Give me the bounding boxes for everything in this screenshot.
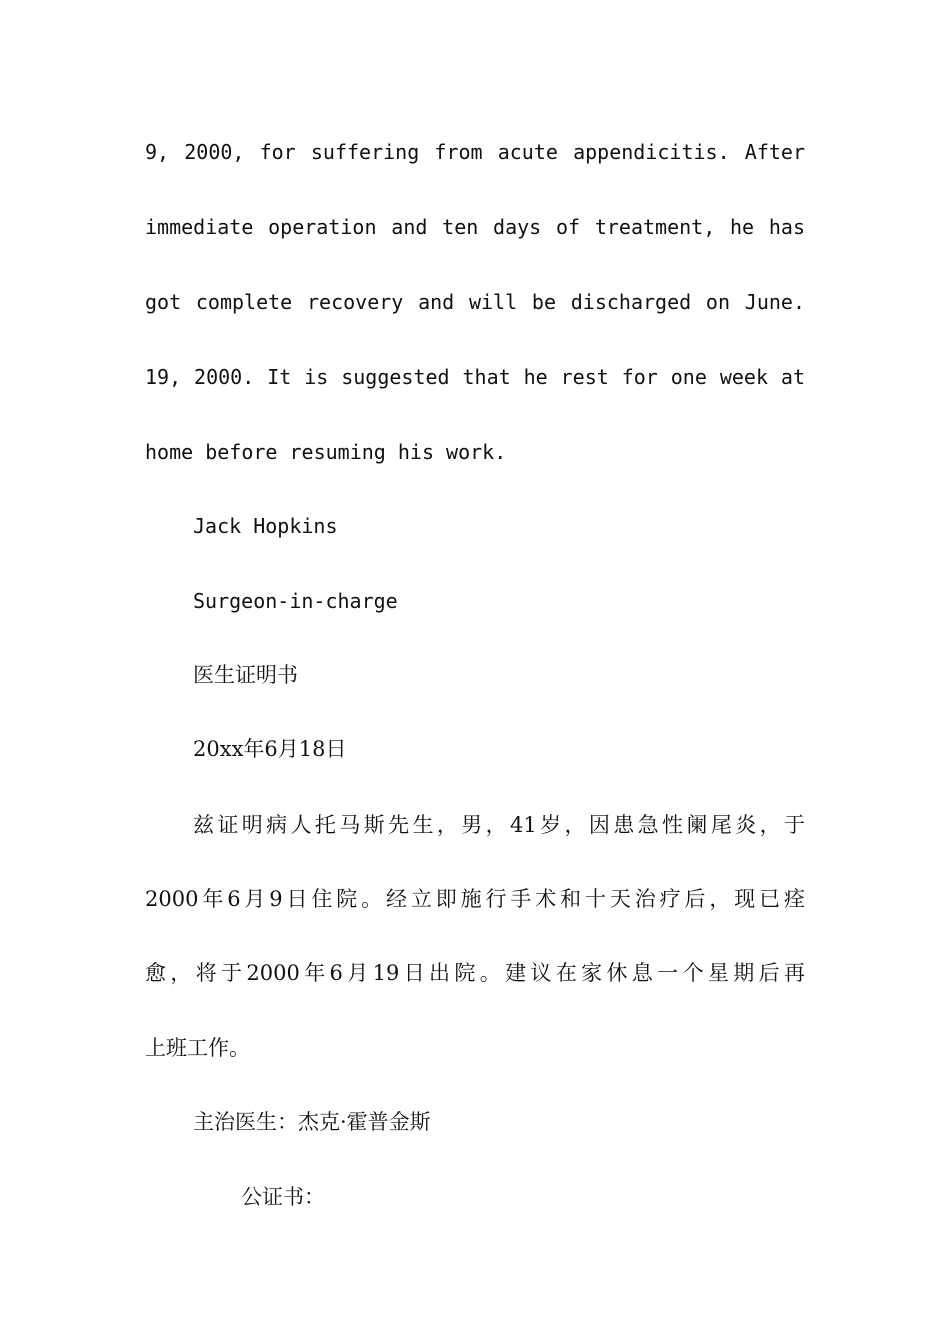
english-paragraph-line-3: got complete recovery and will be discharged on June. — [145, 290, 805, 314]
english-paragraph-line-1: 9, 2000, for suffering from acute appendicitis. After — [145, 140, 805, 164]
signature-title: Surgeon-in-charge — [193, 589, 398, 613]
certificate-date: 20xx年6月18日 — [193, 737, 347, 761]
certificate-signature: 主治医生：杰克·霍普金斯 — [193, 1110, 431, 1134]
english-paragraph-line-4: 19, 2000. It is suggested that he rest for one week at — [145, 365, 805, 389]
signature-name: Jack Hopkins — [193, 514, 338, 538]
certificate-body-line-1: 兹证明病人托马斯先生，男，41岁，因患急性阑尾炎，于 — [193, 813, 805, 837]
certificate-heading: 医生证明书 — [193, 663, 298, 687]
english-paragraph-line-5: home before resuming his work. — [145, 440, 507, 464]
certificate-body-line-4: 上班工作。 — [145, 1036, 250, 1060]
english-paragraph-line-2: immediate operation and ten days of treatment, he has — [145, 215, 805, 239]
notary-heading: 公证书： — [241, 1185, 325, 1209]
certificate-body-line-3: 愈，将于2000年6月19日出院。建议在家休息一个星期后再 — [145, 961, 805, 985]
certificate-body-line-2: 2000年6月9日住院。经立即施行手术和十天治疗后，现已痊 — [145, 887, 805, 911]
